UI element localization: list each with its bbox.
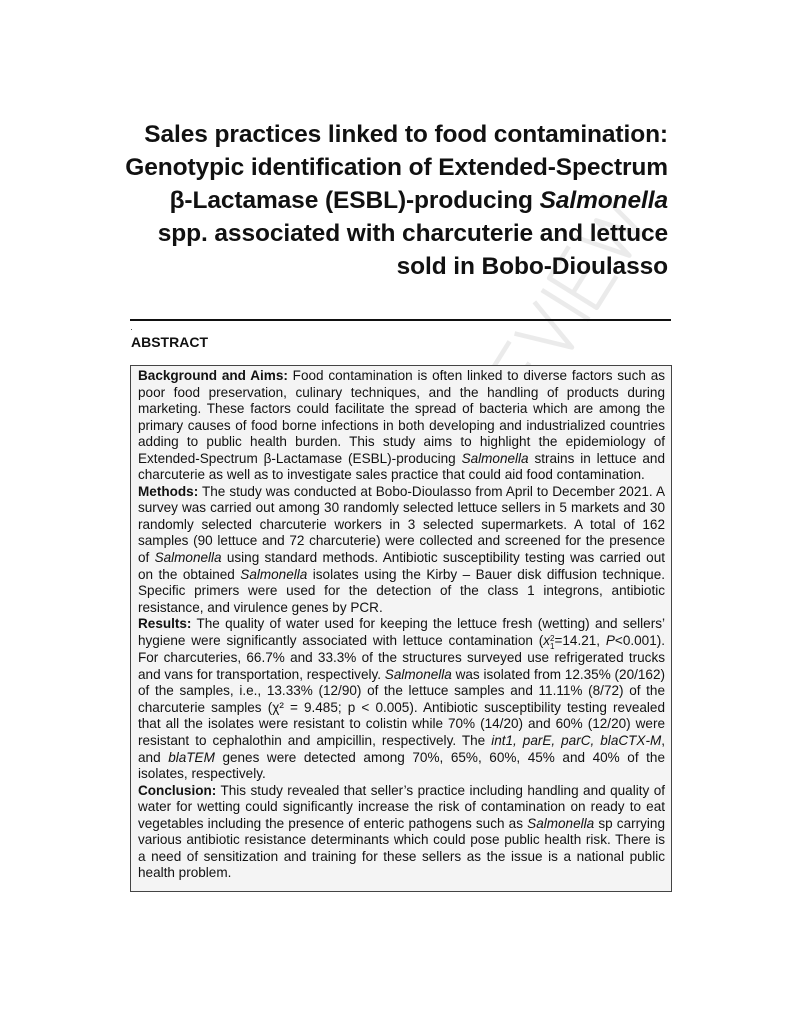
italic-text: Salmonella — [461, 450, 529, 466]
text-segment: The study was conducted at Bobo-Dioulasso from April to December 2021. A survey was carried out among 30 randomly selected lettuce sellers in 5 markets and 30 randomly selected charcuterie workers in 3 selected supermarkets. A total of 162 samples (90 lettuce and 72 charcuterie) were collected and screened for the presence of — [138, 483, 665, 566]
chi-square-symbol: x 2 1 — [543, 632, 555, 651]
text-segment: sp carrying various antibiotic resistance determinants which could pose public health risk. There is a need of sensitization and training for these sellers as the issue is a national public health problem. — [138, 815, 665, 881]
text-segment: strains in lettuce and charcuterie as well as to investigate sales practice that could aid food contamination. — [138, 450, 666, 483]
italic-text: Salmonella — [240, 566, 308, 582]
paper-title — [120, 118, 668, 283]
abstract-heading: ABSTRACT — [131, 334, 208, 350]
text-segment: Food contamination is often linked to diverse factors such as poor food preservation, culinary techniques, and the handling of products during marketing. These factors could facilitate the spread of bacteria which are among the primary causes of food borne infections in both developing and industrialized countries adding to public health burden. This study aims to highlight the epidemiology of Extended-Spectrum β-Lactamase (ESBL)-producing — [138, 368, 666, 466]
abstract-section-conclusion — [138, 783, 665, 882]
abstract-box — [130, 365, 672, 892]
chi-subscript: 1 — [550, 641, 555, 651]
italic-text: Salmonella — [154, 550, 222, 566]
section-label: Methods: — [138, 483, 199, 499]
text-segment: using standard methods. Antibiotic susceptibility testing was carried out on the obtained — [138, 550, 665, 582]
section-label: Conclusion: — [138, 782, 217, 798]
text-segment: , and — [138, 732, 666, 765]
italic-text: int1, parE, parC, blaCTX-M — [491, 732, 662, 748]
italic-text: Salmonella — [527, 815, 595, 831]
text-segment: =14.21, — [554, 632, 606, 648]
text-segment: isolates using the Kirby – Bauer disk diffusion technique. Specific primers were used for the detection of the class 1 integrons, antibiotic resistance, and virulence genes by PCR. — [138, 566, 666, 615]
abstract-section-methods — [138, 484, 665, 616]
section-label: Background and Aims: — [138, 368, 288, 383]
text-segment: <0.001). For charcuteries, 66.7% and 33.3% of the structures surveyed use refrigerated trucks and vans for transportation, respectively. — [138, 632, 666, 682]
italic-text: Salmonella — [384, 666, 452, 682]
dot-mark — [131, 329, 132, 330]
abstract-section-results — [138, 616, 665, 782]
text-segment: The quality of water used for keeping the lettuce fresh (wetting) and sellers’ hygiene were significantly associated with lettuce contamination ( — [138, 616, 665, 648]
section-label: Results: — [138, 616, 192, 632]
italic-text: Salmonella — [539, 187, 668, 214]
chi-superscript: 2 — [550, 634, 555, 644]
divider — [130, 319, 671, 321]
text-segment: spp. associated with charcuterie and lettuce sold in Bobo-Dioulasso — [157, 220, 668, 280]
text-segment: This study revealed that seller’s practice including handling and quality of water for wetting could significantly increase the risk of contamination on ready to eat vegetables including the presence of enteric pathogens such as — [138, 782, 665, 831]
text-segment: Sales practices linked to food contamination: Genotypic identification of Extended-Spectrum β-Lactamase (ESBL)-producing — [125, 121, 668, 214]
text-segment: was isolated from 12.35% (20/162) of the samples, i.e., 13.33% (12/90) of the lettuce samples and 11.11% (8/72) of the charcuterie samples (χ² = 9.485; p < 0.005). Antibiotic susceptibility testing revealed that all the isolates were resistant to colistin while 70% (14/20) and 60% (12/20) were resistant to cephalothin and ampicillin, respectively. The — [138, 666, 665, 748]
abstract-section-background-and-aims — [138, 368, 665, 484]
italic-text: P — [605, 632, 615, 648]
text-segment: genes were detected among 70%, 65%, 60%, 45% and 40% of the isolates, respectively. — [138, 749, 665, 782]
italic-text: blaTEM — [168, 749, 215, 765]
